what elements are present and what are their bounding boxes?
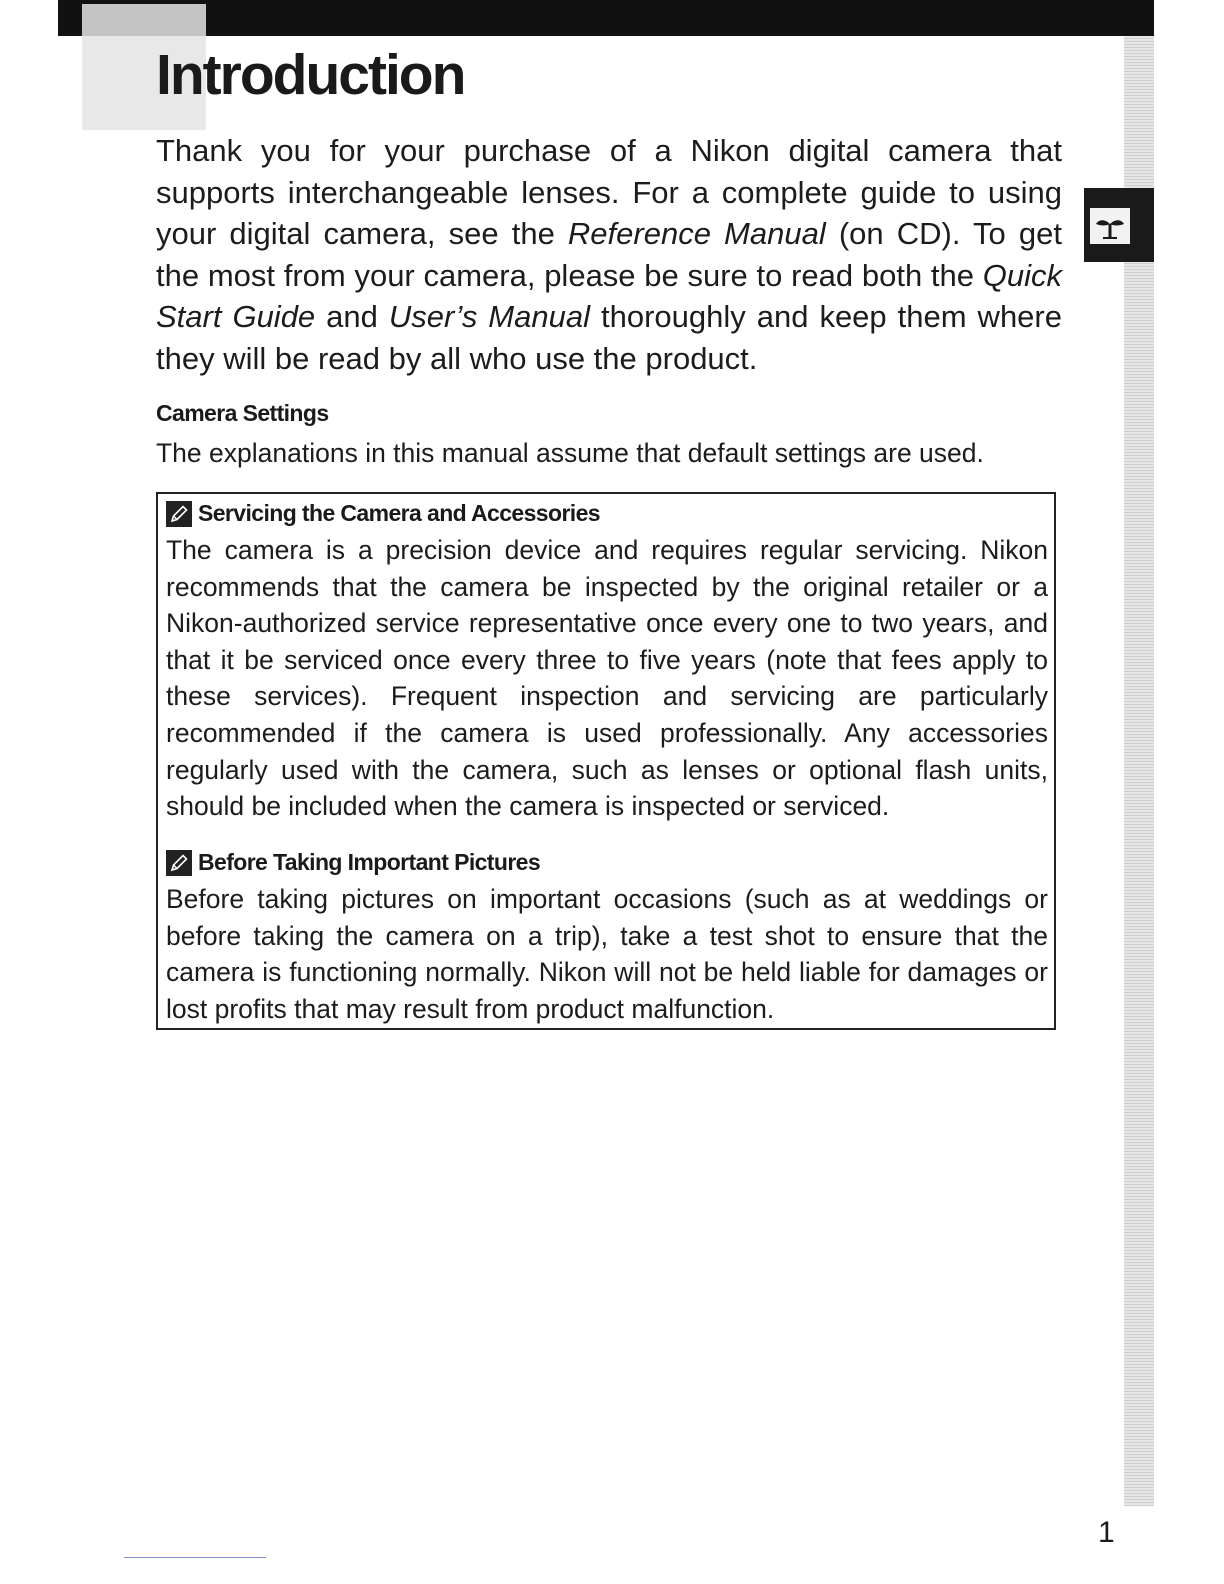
notes-box: [156, 492, 1056, 1030]
note-heading-important-pictures: [166, 849, 540, 876]
note-heading-servicing: [166, 500, 600, 527]
intro-text-3: and: [315, 299, 389, 334]
page-number: 1: [1098, 1516, 1115, 1549]
note-body-servicing: The camera is a precision device and requires regular servicing. Nikon recommends that the camera be inspected by the original retailer or a Nikon-authorized service representative once every one to two years, and that it be serviced once every three to five years (note that fees apply to these services). Frequent inspection and servicing are particularly recommended if the camera is used professionally. Any accessories regularly used with the camera, such as lenses or optional flash units, should be included when the camera is inspected or serviced.: [166, 535, 1048, 822]
note-title: Before Taking Important Pictures: [198, 849, 541, 875]
intro-paragraph: [156, 130, 1062, 379]
pencil-note-icon: [166, 501, 192, 527]
users-manual-title: User’s Manual: [388, 299, 590, 334]
page-title: Introduction: [156, 43, 465, 107]
reference-manual-title: Reference Manual: [567, 216, 826, 251]
pencil-note-icon: [166, 850, 192, 876]
footer-rule: [124, 1557, 266, 1558]
header-bar: [58, 0, 1154, 36]
camera-settings-text: The explanations in this manual assume that default settings are used.: [156, 438, 984, 468]
quick-start-guide-title: Quick Start Guide: [156, 257, 1062, 334]
intro-text-4: thoroughly and keep them where they will be read by all who use the product.: [156, 299, 1062, 376]
note-body-important-pictures: Before taking pictures on important occasions (such as at weddings or before taking the camera on a trip), take a test shot to ensure that the camera is functioning normally. Nikon will not be held liable for damages or lost profits that may result from product malfunction.: [166, 884, 1048, 1024]
intro-text-1: Thank you for your purchase of a Nikon digital camera that supports interchangeable lenses. For a complete guide to using your digital camera, see the: [156, 133, 1062, 251]
sprout-icon: [1090, 208, 1130, 244]
camera-settings-heading: Camera Settings: [156, 400, 329, 426]
intro-text-2: (on CD). To get the most from your camera, please be sure to read both the: [156, 216, 1062, 293]
note-title: Servicing the Camera and Accessories: [198, 500, 600, 526]
